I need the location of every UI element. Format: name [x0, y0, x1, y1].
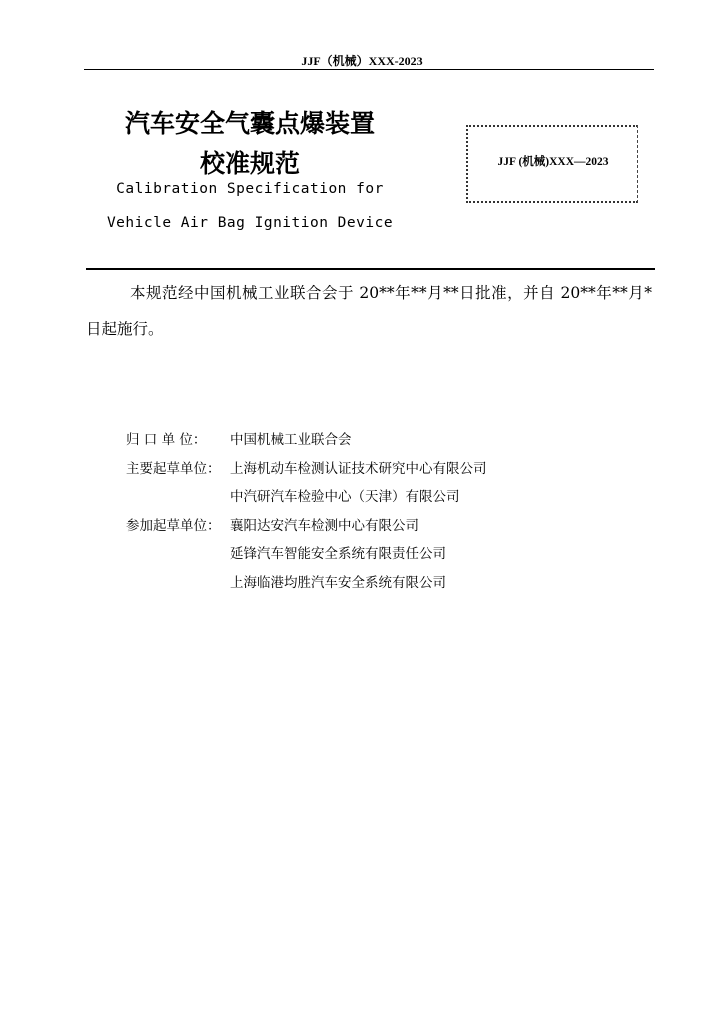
title-chinese-line1: 汽车安全气囊点爆装置 [124, 109, 375, 138]
header-standard-code: JJF（机械）XXX-2023 [301, 54, 423, 68]
org-value: 上海临港均胜汽车安全系统有限公司 [230, 574, 446, 591]
org-row-participating-drafter [126, 567, 626, 596]
org-row-main-drafter [126, 481, 626, 510]
org-value: 延锋汽车智能安全系统有限责任公司 [230, 546, 446, 563]
main-divider [86, 268, 655, 270]
title-chinese-line2: 校准规范 [199, 149, 300, 178]
org-value: 中汽研汽车检验中心（天津）有限公司 [230, 489, 460, 506]
title-english-line1: Calibration Specification for [116, 181, 384, 197]
org-row-gui-kou [126, 424, 626, 453]
org-label-gui-kou: 归 口 单 位： [126, 432, 207, 449]
org-value: 上海机动车检测认证技术研究中心有限公司 [230, 460, 487, 477]
standard-code-stamp-box [466, 125, 638, 203]
title-english-line2: Vehicle Air Bag Ignition Device [106, 215, 394, 231]
org-value: 襄阳达安汽车检测中心有限公司 [230, 517, 419, 534]
org-label-participating-drafters: 参加起草单位： [126, 517, 221, 534]
header-divider [84, 69, 654, 70]
stamp-code: JJF (机械)XXX—2023 [497, 156, 609, 168]
org-label-main-drafters: 主要起草单位： [126, 460, 221, 477]
org-row-participating-drafter [126, 538, 626, 567]
approval-statement: 本规范经中国机械工业联合会于 20**年**月**日批准，并自 20**年**月*日起施行。 [86, 284, 652, 338]
org-row-main-drafter [126, 453, 626, 482]
organizations-block [126, 424, 626, 595]
org-value: 中国机械工业联合会 [230, 432, 352, 449]
org-row-participating-drafter [126, 510, 626, 539]
